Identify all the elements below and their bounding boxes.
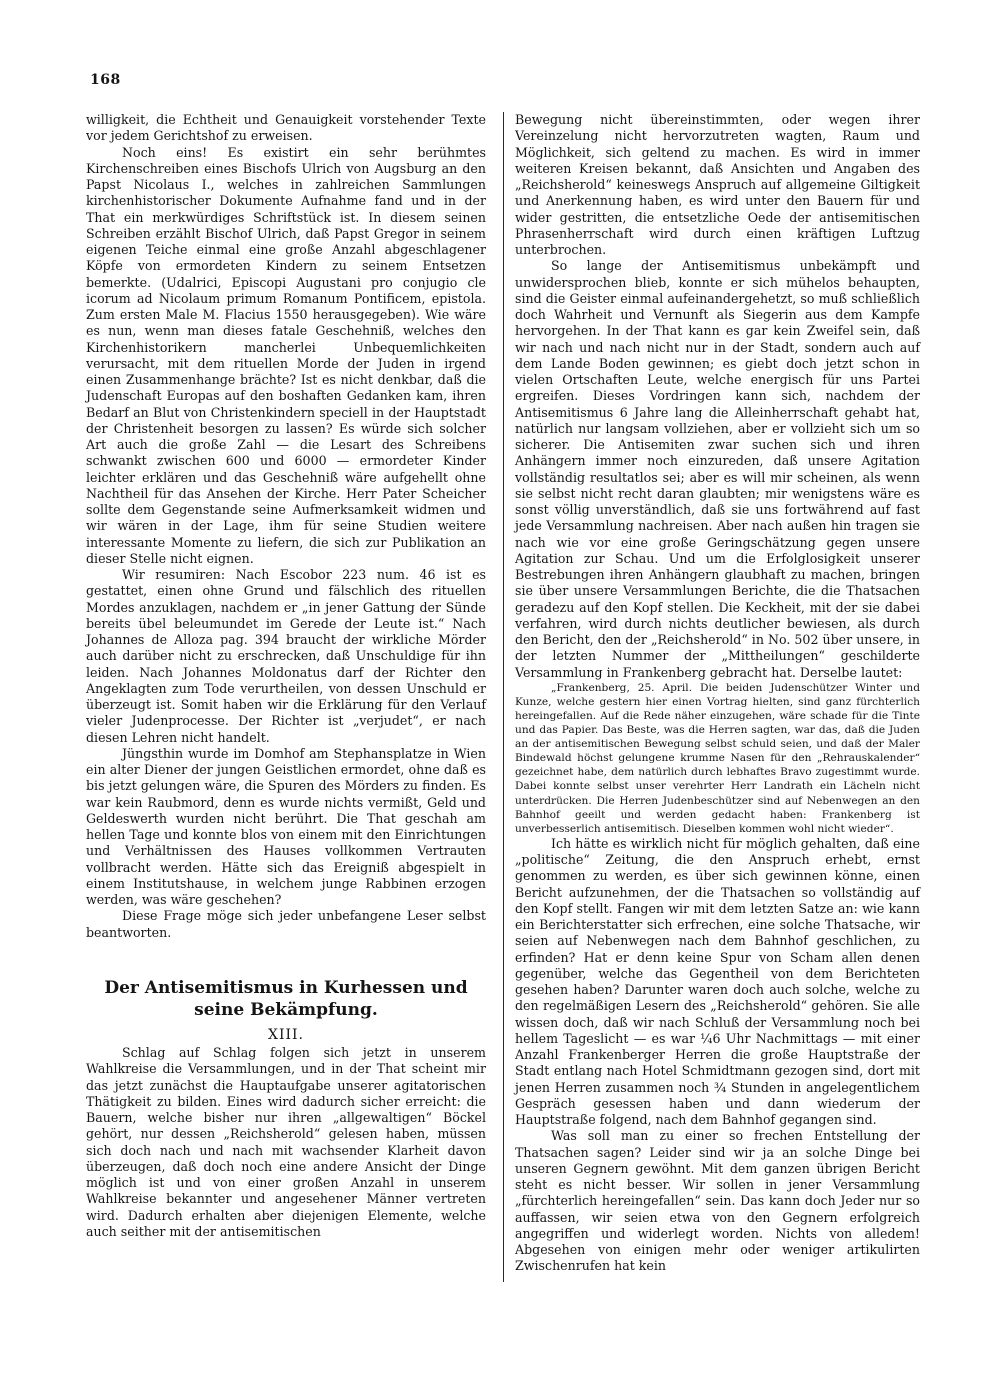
paragraph: Bewegung nicht übereinstimmten, oder wegen ihrer Vereinzelung nicht hervorzutreten wagten, Raum und Möglichkeit, sich geltend zu machen. Es wird in immer weiteren Kreisen bekannt, daß Ansichten und Angaben des „Reichsherold“ keineswegs Anspruch auf allgemeine Giltigkeit und Anerkennung haben, es wird unter den Bauern für und wider gestritten, die entsetzliche Oede der antisemitischen Phrasenherrschaft wird durch einen kräftigen Luftzug unterbrochen.	[515, 112, 920, 257]
paragraph: Wir resumiren: Nach Escobor 223 num. 46 ist es gestattet, einen ohne Grund und fälschlich des rituellen Mordes anzuklagen, nachdem er „in jener Gattung der Sünde bereits übel beleumundet im Gerede der Leute ist.“ Nach Johannes de Alloza pag. 394 braucht der wirkliche Mörder auch darüber nicht zu erschrecken, daß Unschuldige für ihn leiden. Nach Johannes Moldonatus darf der Richter den Angeklagten zum Tode verurtheilen, von dessen Unschuld er überzeugt ist. Somit haben wir die Erklärung für den Verlauf vieler Judenprocesse. Der Richter ist „verjudet“, er nach diesen Lehren nicht handelt.	[86, 567, 486, 745]
paragraph: So lange der Antisemitismus unbekämpft und unwidersprochen blieb, konnte er sich mühelos behaupten, sind die Geister einmal aufeinandergehetzt, so muß schließlich doch Wahrheit und Vernunft als Siegerin aus dem Kampfe hervorgehen. In der That kann es gar kein Zweifel sein, daß wir nach und nach nicht nur in der Stadt, sondern auch auf dem Lande Boden gewinnen; es giebt doch jetzt schon in vielen Ortschaften Leute, welche energisch für uns Partei ergreifen. Dieses Vordringen kann sich, nachdem der Antisemitismus 6 Jahre lang die Alleinherrschaft gehabt hat, natürlich nur langsam vollziehen, aber er vollzieht sich um so sicherer. Die Antisemiten zwar suchen sich und ihren Anhängern immer noch einzureden, daß unsere Agitation vollständig resultatlos sei; aber es will mir scheinen, als wenn sie selbst nicht recht daran glaubten; mir wenigstens wäre es sonst völlig unverständlich, daß sie uns fortwährend auf fast jede Versammlung nachreisen. Aber nach außen hin tragen sie nach wie vor eine große Geringschätzung gegen unsere Agitation zur Schau. Und um die Erfolglosigkeit unserer Bestrebungen ihren Anhängern glaubhaft zu machen, bringen sie über unsere Versammlungen Berichte, die die Thatsachen geradezu auf den Kopf stellen. Die Keckheit, mit der sie dabei verfahren, wird durch nichts deutlicher bewiesen, als durch den Bericht, den der „Reichsherold“ in No. 502 über unsere, in der letzten Nummer der „Mittheilungen“ geschilderte Versammlung in Frankenberg gebracht hat. Derselbe lautet:	[515, 258, 920, 680]
quoted-report: „Frankenberg, 25. April. Die beiden Judenschützer Winter und Kunze, welche gestern hier einen Vortrag hielten, sind ganz fürchterlich hereingefallen. Auf die Rede näher einzugehen, wäre schade für die Tinte und das Papier. Das Beste, was die Herren sagten, war das, daß die Juden an der antisemitischen Bewegung selbst schuld seien, und daß der Maler Bindewald höchst gelungene krumme Nasen für den „Rehrauskalender“ gezeichnet habe, dem natürlich durch lebhaftes Bravo zugestimmt wurde. Dabei konnte selbst unser verehrter Herr Landrath ein Lächeln nicht unterdrücken. Die Herren Judenbeschützer sind auf Nebenwegen an den Bahnhof geeilt und werden gedacht haben: Frankenberg ist unverbesserlich antisemitisch. Dieselben kommen wohl nicht wieder“.	[515, 681, 920, 835]
left-column	[86, 112, 486, 1240]
paragraph: Jüngsthin wurde im Domhof am Stephansplatze in Wien ein alter Diener der jungen Geistlichen ermordet, ohne daß es bis jetzt gelungen wäre, die Spuren des Mörders zu finden. Es war kein Raubmord, denn es wurde nichts vermißt, Geld und Geldeswerth wurden nicht berührt. Die That geschah am hellen Tage und konnte blos von einem mit den Einrichtungen und Verhältnissen des Hauses vollkommen Vertrauten vollbracht werden. Hätte sich das Ereigniß abgespielt in einem Institutshause, in welchem junge Rabbinen erzogen werden, was wäre geschehen?	[86, 745, 486, 907]
section-number: XIII.	[267, 1026, 304, 1043]
right-column	[515, 112, 920, 1275]
paragraph: Noch eins! Es existirt ein sehr berühmtes Kirchenschreiben eines Bischofs Ulrich von Augsburg an den Papst Nicolaus I., welches in zahlreichen Sammlungen kirchenhistorischer Dokumente Aufnahme fand und in der That ein merkwürdiges Schriftstück ist. In diesem seinen Schreiben erzählt Bischof Ulrich, daß Papst Gregor in seinem eigenen Teiche einmal eine große Anzahl abgeschlagener Köpfe von ermordeten Kindern zu seinem Entsetzen bemerkte. (Udalrici, Episcopi Augustani pro conjugio cle icorum ad Nicolaum primum Romanum Pontificem, epistola. Zum ersten Male M. Flacius 1550 herausgegeben). Wie wäre es nun, wenn man dieses fatale Geschehniß, welches den Kirchenhistorikern mancherlei Unbequemlichkeiten verursacht, mit dem rituellen Morde der Juden in irgend einen Zusammenhange brächte? Ist es nicht denkbar, daß die Judenschaft Europas auf den boshaften Gedanken kam, ihren Bedarf an Blut von Christenkindern speciell in der Hauptstadt der Christenheit besorgen zu lassen? Es würde sich solcher Art auch die große Zahl — die Lesart des Schreibens schwankt zwischen 600 und 6000 — ermordeter Kinder leichter erklären und das Geschehniß wäre aufgehellt ohne Nachtheil für das Ansehen der Kirche. Herr Pater Scheicher sollte dem Gegenstande seine Aufmerksamkeit widmen und wir wären in der Lage, ihm für seine Studien weitere interessante Momente zu liefern, die sich zur Publikation an dieser Stelle nicht eignen.	[86, 144, 486, 566]
page-number: 168	[90, 72, 121, 88]
paragraph: willigkeit, die Echtheit und Genauigkeit vorstehender Texte vor jedem Gerichtshof zu erweisen.	[86, 112, 486, 144]
column-divider	[503, 112, 504, 1282]
paragraph: Was soll man zu einer so frechen Entstellung der Thatsachen sagen? Leider sind wir ja an solche Dinge bei unseren Gegnern gewöhnt. Mit dem ganzen übrigen Bericht steht es nicht besser. Wir sollen in jener Versammlung „fürchterlich hereingefallen“ sein. Das kann doch Jeder nur so auffassen, wir seien etwa von den Gegnern erfolgreich angegriffen und widerlegt worden. Nichts von alledem! Abgesehen von einigen mehr oder weniger artikulirten Zwischenrufen hat kein	[515, 1128, 920, 1274]
paragraph: Diese Frage möge sich jeder unbefangene Leser selbst beantworten.	[86, 908, 486, 940]
paragraph: Ich hätte es wirklich nicht für möglich gehalten, daß eine „politische“ Zeitung, die den Anspruch erhebt, ernst genommen zu werden, es über sich gewinnen könne, einen Bericht aufzunehmen, der die Thatsachen so vollständig auf den Kopf stellt. Fangen wir mit dem letzten Satze an: wie kann ein Berichterstatter sich erfrechen, eine solche Thatsache, wir seien auf Nebenwegen nach dem Bahnhof geschlichen, zu erfinden? Hat er denn keine Spur von Scham allen denen gegenüber, welche das Gegentheil von dem Berichteten gesehen haben? Darunter waren doch auch solche, welche zu den regelmäßigen Lesern des „Reichsherold“ gehören. Sie alle wissen doch, daß wir nach Schluß der Versammlung noch bei hellem Tageslicht — es war ¼6 Uhr Nachmittags — mit einer Anzahl Frankenberger Herren die große Hauptstraße der Stadt entlang nach Hotel Schmidtmann gezogen sind, dort mit jenen Herren zusammen noch ¾ Stunden in angelegentlichem Gespräch gesessen haben und dann wiederum der Hauptstraße folgend, nach dem Bahnhof gegangen sind.	[515, 835, 920, 1128]
section-heading: Der Antisemitismus in Kurhessen und seine Bekämpfung.	[104, 977, 468, 1020]
paragraph: Schlag auf Schlag folgen sich jetzt in unserem Wahlkreise die Versammlungen, und in der That scheint mir das jetzt zunächst die Hauptaufgabe unserer agitatorischen Thätigkeit zu bilden. Eines wird dadurch sicher erreicht: die Bauern, welche bisher nur ihren „allgewaltigen“ Böckel gehört, nur dessen „Reichsherold“ gelesen haben, müssen sich doch nach und nach mit wachsender Klarheit davon überzeugen, daß doch noch eine andere Ansicht der Dinge möglich ist und von einer großen Anzahl in unserem Wahlkreise bekannter und angesehener Männer vertreten wird. Dadurch erhalten aber diejenigen Elemente, welche auch seither mit der antisemitischen	[86, 1045, 486, 1239]
